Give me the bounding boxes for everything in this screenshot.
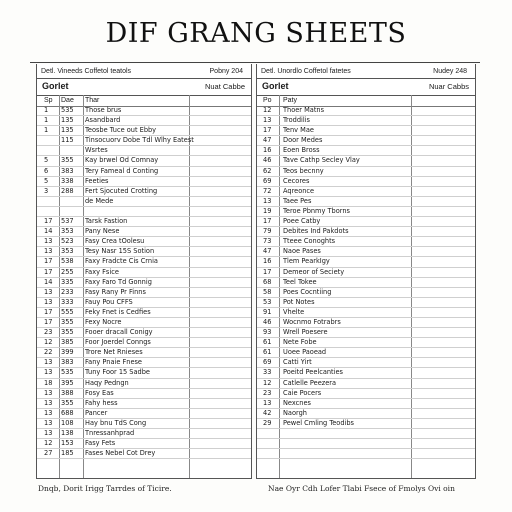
row-number: 17 (44, 257, 53, 266)
row-code: 135 (61, 116, 74, 125)
right-subheader-title: Gorlet (262, 81, 289, 91)
left-meta-line (37, 66, 251, 78)
row-number: 13 (263, 398, 272, 407)
row-number: 6 (44, 166, 49, 175)
table-row (37, 268, 251, 278)
row-title: Troddilis (283, 116, 310, 125)
row-number: 17 (44, 307, 53, 316)
table-row (37, 338, 251, 348)
left-col-title: Thar (85, 97, 100, 104)
row-title: Pany Nese (85, 227, 120, 236)
row-number: 13 (263, 116, 272, 125)
row-title: Tesy Nasr 15S Sotion (85, 247, 155, 256)
table-row (37, 106, 251, 116)
table-row (257, 439, 475, 449)
row-number: 17 (263, 267, 272, 276)
row-title: Vhelte (283, 307, 305, 316)
left-col-no: Sp (44, 97, 53, 104)
row-code: 115 (61, 136, 74, 145)
table-row (257, 379, 475, 389)
table-row (37, 439, 251, 449)
row-title: Taee Pes (283, 196, 312, 205)
row-title: Fahy hess (85, 398, 118, 407)
table-row (37, 358, 251, 368)
row-code: 185 (61, 449, 74, 458)
table-row (257, 116, 475, 126)
row-code: 523 (61, 237, 74, 246)
right-subheader (257, 78, 475, 96)
row-number: 53 (263, 297, 272, 306)
table-row (257, 368, 475, 378)
table-row (257, 348, 475, 358)
row-title: Eoen Bross (283, 146, 320, 155)
right-meta-left: Detl. Unordlo Coffetol fatetes (261, 68, 351, 75)
row-number: 3 (44, 186, 49, 195)
row-title: Naorgh (283, 408, 307, 417)
table-row (37, 409, 251, 419)
table-row (37, 288, 251, 298)
table-row (37, 328, 251, 338)
row-number: 27 (44, 449, 53, 458)
row-code: 353 (61, 227, 74, 236)
row-number: 13 (44, 368, 53, 377)
row-code: 108 (61, 418, 74, 427)
row-number: 22 (44, 348, 53, 357)
table-row (257, 429, 475, 439)
row-number: 12 (263, 378, 272, 387)
row-code: 355 (61, 328, 74, 337)
table-row (37, 298, 251, 308)
row-number: 13 (44, 408, 53, 417)
left-subheader-title: Gorlet (42, 81, 69, 91)
row-title: Fasy Crea tOolesu (85, 237, 145, 246)
row-number: 46 (263, 156, 272, 165)
table-row (37, 389, 251, 399)
row-number: 16 (263, 257, 272, 266)
row-code: 399 (61, 348, 74, 357)
row-code: 355 (61, 398, 74, 407)
row-number: 33 (263, 368, 272, 377)
right-meta-line (257, 66, 475, 78)
row-number: 19 (263, 206, 272, 215)
table-row (257, 217, 475, 227)
row-title: Debites Ind Pakdots (283, 227, 349, 236)
row-title: Tenv Mae (283, 126, 314, 135)
row-code: 388 (61, 388, 74, 397)
left-rows (37, 106, 251, 459)
row-title: de Mede (85, 196, 114, 205)
row-number: 69 (263, 176, 272, 185)
table-row (37, 308, 251, 318)
row-code: 538 (61, 257, 74, 266)
left-subheader (37, 78, 251, 96)
table-row (257, 237, 475, 247)
row-title: Those brus (85, 106, 122, 114)
table-row (257, 358, 475, 368)
table-row (257, 288, 475, 298)
row-number: 58 (263, 287, 272, 296)
table-row (37, 227, 251, 237)
row-code: 138 (61, 429, 74, 437)
row-code: 355 (61, 156, 74, 165)
row-number: 17 (263, 126, 272, 135)
row-code: 535 (61, 106, 74, 114)
table-row (37, 429, 251, 439)
table-row (37, 449, 251, 459)
row-title: Wrell Poesere (283, 328, 328, 337)
row-number: 14 (44, 277, 53, 286)
left-meta-right: Pobny 204 (209, 68, 243, 75)
left-col-code: Dae (61, 97, 74, 104)
row-title: Faxy Fradcte Cis Crnia (85, 257, 158, 266)
row-title: Tlem PearkIgy (283, 257, 330, 266)
row-number: 13 (44, 297, 53, 306)
row-number: 1 (44, 126, 49, 135)
row-title: Feky Fnet is Cedfies (85, 307, 151, 316)
row-title: Fauy Pou CFFS (85, 297, 133, 306)
table-row (257, 389, 475, 399)
row-title: Tinsocuorv Dobe Tdl Wlhy Eatest (85, 136, 194, 145)
table-row (37, 156, 251, 166)
row-title: Foor Joerdel Conngs (85, 338, 151, 347)
table-row (257, 338, 475, 348)
row-code: 135 (61, 126, 74, 135)
row-code: 537 (61, 217, 74, 226)
row-title: Cecores (283, 176, 310, 185)
row-number: 17 (44, 317, 53, 326)
table-row (37, 126, 251, 136)
table-row (257, 278, 475, 288)
table-row (257, 106, 475, 116)
row-number: 17 (44, 267, 53, 276)
row-number: 61 (263, 348, 272, 357)
row-title: Fert Sjocuted Crotting (85, 186, 158, 195)
table-row (257, 419, 475, 429)
row-title: Nete Fobe (283, 338, 317, 347)
row-number: 1 (44, 116, 49, 125)
row-title: Naoe Pases (283, 247, 321, 256)
row-number: 13 (44, 358, 53, 367)
right-col-title: Paty (283, 97, 298, 104)
table-row (37, 368, 251, 378)
row-number: 13 (44, 398, 53, 407)
row-number: 47 (263, 136, 272, 145)
row-title: Poee Catby (283, 217, 321, 226)
row-code: 233 (61, 287, 74, 296)
row-number: 79 (263, 227, 272, 236)
row-title: Kay brwel Od Comnay (85, 156, 159, 165)
row-code: 355 (61, 317, 74, 326)
row-code: 255 (61, 267, 74, 276)
row-number: 13 (44, 388, 53, 397)
row-title: Asandbard (85, 116, 121, 125)
row-code: 383 (61, 358, 74, 367)
row-code: 383 (61, 166, 74, 175)
row-title: Fexy Nocre (85, 317, 122, 326)
row-number: 93 (263, 328, 272, 337)
right-col-no: Po (263, 97, 272, 104)
table-row (257, 449, 475, 459)
row-number: 62 (263, 166, 272, 175)
row-code: 555 (61, 307, 74, 316)
row-number: 68 (263, 277, 272, 286)
row-number: 16 (263, 146, 272, 155)
row-title: Tteee Conoghts (283, 237, 336, 246)
row-number: 23 (263, 388, 272, 397)
table-row (257, 318, 475, 328)
row-title: Faxy Fsice (85, 267, 119, 276)
right-meta-right: Nudey 248 (433, 68, 467, 75)
row-code: 338 (61, 176, 74, 185)
row-number: 29 (263, 418, 272, 427)
table-row (37, 217, 251, 227)
row-title: Caie Pocers (283, 388, 322, 397)
table-row (257, 409, 475, 419)
row-title: Poeitd Peelcanties (283, 368, 343, 377)
row-number: 61 (263, 338, 272, 347)
row-title: Tnressanhprad (85, 429, 135, 437)
row-code: 385 (61, 338, 74, 347)
table-row (257, 187, 475, 197)
row-number: 23 (44, 328, 53, 337)
row-number: 69 (263, 358, 272, 367)
row-code: 153 (61, 439, 74, 448)
row-title: Teosbe Tuce out Ebby (85, 126, 157, 135)
right-sheet-panel (256, 64, 476, 479)
table-row (257, 126, 475, 136)
row-title: Fases Nebel Cot Drey (85, 449, 156, 458)
row-number: 17 (44, 217, 53, 226)
row-title: Teel Tokee (283, 277, 317, 286)
table-row (37, 177, 251, 187)
row-title: Tave Cathp Secley Vlay (283, 156, 360, 165)
row-title: Nexcnes (283, 398, 311, 407)
row-title: Wocnmo Fotrabrs (283, 317, 341, 326)
row-number: 42 (263, 408, 272, 417)
row-code: 395 (61, 378, 74, 387)
page-title: DIF GRANG SHEETS (105, 18, 407, 49)
table-row (37, 167, 251, 177)
row-code: 333 (61, 297, 74, 306)
row-title: Hay bnu TdS Cong (85, 418, 147, 427)
row-title: Pewel Cmling Teodibs (283, 418, 354, 427)
row-title: Teroe Pbnmy Tborns (283, 206, 350, 215)
row-number: 18 (44, 378, 53, 387)
row-number: 13 (44, 247, 53, 256)
table-row (37, 197, 251, 207)
table-row (37, 257, 251, 267)
table-row (37, 278, 251, 288)
table-row (37, 399, 251, 409)
table-row (37, 419, 251, 429)
table-row (257, 298, 475, 308)
row-title: Pancer (85, 408, 108, 417)
row-number: 73 (263, 237, 272, 246)
left-meta-left: Detl. Vineeds Coffetol teatols (41, 68, 132, 75)
row-title: Demeor of Seciety (283, 267, 345, 276)
row-title: Wsrtes (85, 146, 108, 155)
table-row (257, 247, 475, 257)
left-sheet-panel (36, 64, 252, 479)
table-row (37, 136, 251, 146)
row-code: 353 (61, 247, 74, 256)
left-footer: Dnqb, Dorit Irigg Tarrdes of Ticire. (38, 484, 172, 493)
row-code: 535 (61, 368, 74, 377)
row-title: Thoer Matns (283, 106, 325, 114)
table-row (257, 156, 475, 166)
row-title: Fosy Eas (85, 388, 114, 397)
row-number: 13 (44, 287, 53, 296)
table-row (257, 268, 475, 278)
row-title: Faxy Faro Td Gonnig (85, 277, 152, 286)
row-number: 12 (44, 338, 53, 347)
row-number: 13 (44, 418, 53, 427)
row-title: Trore Net Rnieses (85, 348, 143, 357)
table-row (37, 146, 251, 156)
row-title: Fany Pnaie Fnese (85, 358, 142, 367)
left-subheader-aside: Nuat Cabbe (204, 82, 245, 91)
row-code: 288 (61, 186, 74, 195)
table-row (257, 227, 475, 237)
row-title: Fooer dracall Conigy (85, 328, 153, 337)
table-row (257, 136, 475, 146)
row-title: Fasy Fets (85, 439, 116, 448)
row-title: Fasy Rany Pr Finns (85, 287, 146, 296)
table-row (257, 167, 475, 177)
row-title: Tery Fameal d Conting (85, 166, 159, 175)
table-row (37, 237, 251, 247)
table-row (37, 116, 251, 126)
table-row (257, 197, 475, 207)
right-rows (257, 106, 475, 459)
right-footer: Nae Oyr Cdh Lofer Tlabi Fsece of Fmolys Ovi oin (268, 484, 455, 493)
row-title: Catlelle Peezera (283, 378, 337, 387)
row-title: Pot Notes (283, 297, 315, 306)
row-title: Poes Cocntiing (283, 287, 332, 296)
row-title: Aqreonce (283, 186, 315, 195)
row-number: 1 (44, 106, 49, 114)
table-row (37, 187, 251, 197)
row-number: 13 (44, 237, 53, 246)
right-subheader-aside: Nuar Cabbs (428, 82, 469, 91)
row-title: Door Medes (283, 136, 323, 145)
header-rule (30, 62, 480, 63)
row-number: 47 (263, 247, 272, 256)
table-row (257, 177, 475, 187)
row-code: 688 (61, 408, 74, 417)
row-title: Uoee Paoead (283, 348, 327, 357)
row-number: 13 (44, 429, 53, 437)
table-row (257, 146, 475, 156)
table-row (37, 348, 251, 358)
table-row (257, 257, 475, 267)
table-row (37, 318, 251, 328)
row-number: 5 (44, 176, 49, 185)
table-row (257, 328, 475, 338)
table-row (257, 308, 475, 318)
table-row (257, 207, 475, 217)
row-number: 12 (44, 439, 53, 448)
table-row (37, 379, 251, 389)
table-row (257, 399, 475, 409)
row-number: 12 (263, 106, 272, 114)
row-title: Feeties (85, 176, 109, 185)
row-number: 72 (263, 186, 272, 195)
row-number: 14 (44, 227, 53, 236)
row-title: Tuny Foor 15 Sadbe (85, 368, 150, 377)
table-row (37, 247, 251, 257)
row-number: 17 (263, 217, 272, 226)
row-title: Tarsk Fastion (85, 217, 128, 226)
row-title: Teos becnny (283, 166, 324, 175)
row-number: 5 (44, 156, 49, 165)
row-title: Catti Yirt (283, 358, 312, 367)
row-title: Haqy Pedngn (85, 378, 129, 387)
row-number: 46 (263, 317, 272, 326)
row-number: 91 (263, 307, 272, 316)
table-row (37, 207, 251, 217)
row-number: 13 (263, 196, 272, 205)
row-code: 335 (61, 277, 74, 286)
